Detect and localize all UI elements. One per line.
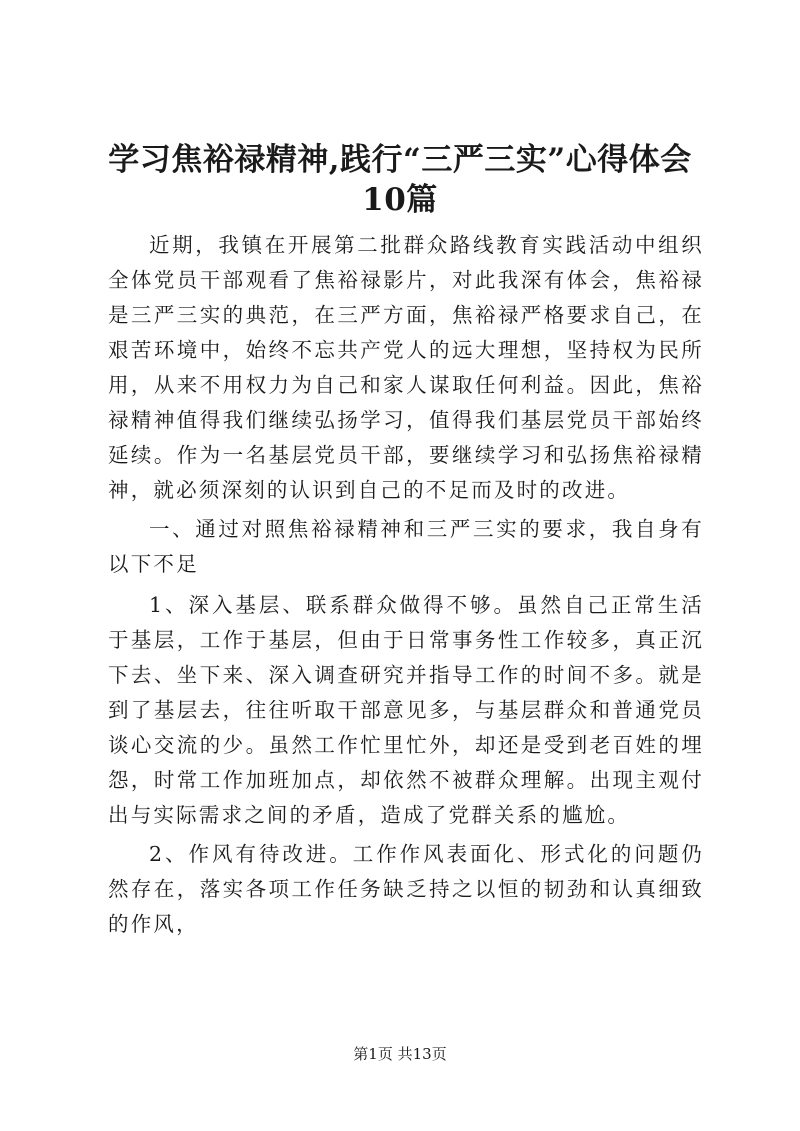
paragraph-intro: 近期，我镇在开展第二批群众路线教育实践活动中组织全体党员干部观看了焦裕禄影片，对此我深有体会，焦裕禄是三严三实的典范，在三严方面，焦裕禄严格要求自己，在艰苦环境中，始终不忘共产党人的远大理想，坚持权为民所用，从来不用权力为自己和家人谋取任何利益。因此，焦裕禄精神值得我们继续弘扬学习，值得我们基层党员干部始终延续。作为一名基层党员干部，要继续学习和弘扬焦裕禄精神，就必须深刻的认识到自己的不足而及时的改进。 <box>108 233 704 502</box>
paragraph-point-2: 2、作风有待改进。工作作风表面化、形式化的问题仍然存在，落实各项工作任务缺乏持之以恒的韧劲和认真细致的作风， <box>108 842 704 936</box>
title-line-1: 学习焦裕禄精神,践行“三严三实”心得体会 <box>108 142 692 178</box>
title-line-2: 10篇 <box>362 182 438 218</box>
paragraph-point-1: 1、深入基层、联系群众做得不够。虽然自己正常生活于基层，工作于基层，但由于日常事务性工作较多，真正沉下去、坐下来、深入调查研究并指导工作的时间不多。就是到了基层去，往往听取干部意见多，与基层群众和普通党员谈心交流的少。虽然工作忙里忙外，却还是受到老百姓的埋怨，时常工作加班加点，却依然不被群众理解。出现主观付出与实际需求之间的矛盾，造成了党群关系的尴尬。 <box>108 593 704 827</box>
page-number: 第1页 共13页 <box>353 1045 447 1063</box>
document-body <box>108 228 704 946</box>
document-title <box>100 140 700 220</box>
page-footer <box>0 1044 800 1064</box>
paragraph-section-heading: 一、通过对照焦裕禄精神和三严三实的要求，我自身有以下不足 <box>108 517 704 576</box>
